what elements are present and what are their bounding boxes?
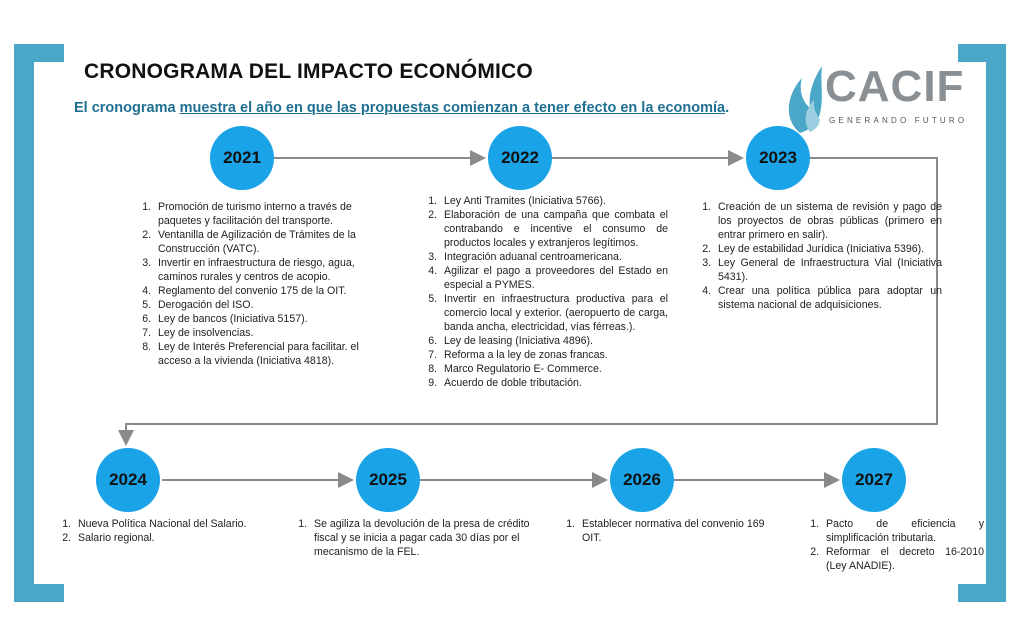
list-2024 (54, 517, 294, 545)
year-circle-2025: 2025 (356, 448, 420, 512)
list-item: 3. Integración aduanal centroamericana. (440, 250, 668, 264)
logo-wordmark: CACIF (825, 62, 965, 111)
year-circle-2024: 2024 (96, 448, 160, 512)
list-item: 1. Ley Anti Tramites (Iniciativa 5766). (440, 194, 668, 208)
subtitle-pre: El cronograma (74, 100, 180, 116)
list-item: 2. Ventanilla de Agilización de Trámites de la Construcción (VATC). (154, 228, 366, 256)
year-circle-2023: 2023 (746, 126, 810, 190)
subtitle-underlined: muestra el año en que las propuestas comienzan a tener efecto en la economía (179, 100, 726, 116)
list-2022 (420, 194, 668, 390)
year-circle-2021: 2021 (210, 126, 274, 190)
list-item: 1. Creación de un sistema de revisión y pago de los proyectos de obras públicas (primero en entrar primero en salir). (714, 200, 942, 242)
list-item: 1. Promoción de turismo interno a través de paquetes y facilitación del transporte. (154, 200, 366, 228)
list-item: 1. Se agiliza la devolución de la presa de crédito fiscal y se inicia a pagar cada 30 días por el mecanismo de la FEL. (310, 517, 530, 559)
list-item: 7. Ley de insolvencias. (154, 326, 366, 340)
list-item: 1. Nueva Política Nacional del Salario. (74, 517, 294, 531)
list-2025 (290, 517, 530, 559)
list-2021 (134, 200, 366, 368)
list-item: 4. Reglamento del convenio 175 de la OIT. (154, 284, 366, 298)
list-item: 5. Invertir en infraestructura productiva para el comercio local y exterior. (aeropuerto de carga, banda ancha, electricidad, vías férreas.). (440, 292, 668, 334)
subtitle-post: . (725, 100, 730, 116)
list-item: 6. Ley de leasing (Iniciativa 4896). (440, 334, 668, 348)
year-circle-2026: 2026 (610, 448, 674, 512)
list-item: 9. Acuerdo de doble tributación. (440, 376, 668, 390)
list-item: 6. Ley de bancos (Iniciativa 5157). (154, 312, 366, 326)
list-item: 2. Ley de estabilidad Jurídica (Iniciativa 5396). (714, 242, 942, 256)
list-item: 8. Ley de Interés Preferencial para facilitar. el acceso a la vivienda (Iniciativa 4818). (154, 340, 366, 368)
list-item: 4. Agilizar el pago a proveedores del Estado en especial a PYMES. (440, 264, 668, 292)
list-item: 8. Marco Regulatorio E- Commerce. (440, 362, 668, 376)
page-title: CRONOGRAMA DEL IMPACTO ECONÓMICO (84, 60, 533, 83)
list-item: 7. Reforma a la ley de zonas francas. (440, 348, 668, 362)
list-item: 2. Salario regional. (74, 531, 294, 545)
list-item: 3. Invertir en infraestructura de riesgo, agua, caminos rurales y centros de acopio. (154, 256, 366, 284)
list-item: 5. Derogación del ISO. (154, 298, 366, 312)
logo-tagline: GENERANDO FUTURO (829, 116, 968, 125)
list-2023 (694, 200, 942, 312)
list-item: 4. Crear una política pública para adoptar un sistema nacional de adquisiciones. (714, 284, 942, 312)
list-2027 (802, 517, 984, 573)
year-circle-2022: 2022 (488, 126, 552, 190)
year-circle-2027: 2027 (842, 448, 906, 512)
list-item: 3. Ley General de Infraestructura Vial (Iniciativa 5431). (714, 256, 942, 284)
list-2026 (558, 517, 778, 545)
list-item: 1. Establecer normativa del convenio 169 OIT. (578, 517, 778, 545)
list-item: 2. Reformar el decreto 16-2010 (Ley ANADIE). (822, 545, 984, 573)
list-item: 2. Elaboración de una campaña que combata el contrabando e incentive el consumo de productos locales y extranjeros legítimos. (440, 208, 668, 250)
list-item: 1. Pacto de eficiencia y simplificación tributaria. (822, 517, 984, 545)
